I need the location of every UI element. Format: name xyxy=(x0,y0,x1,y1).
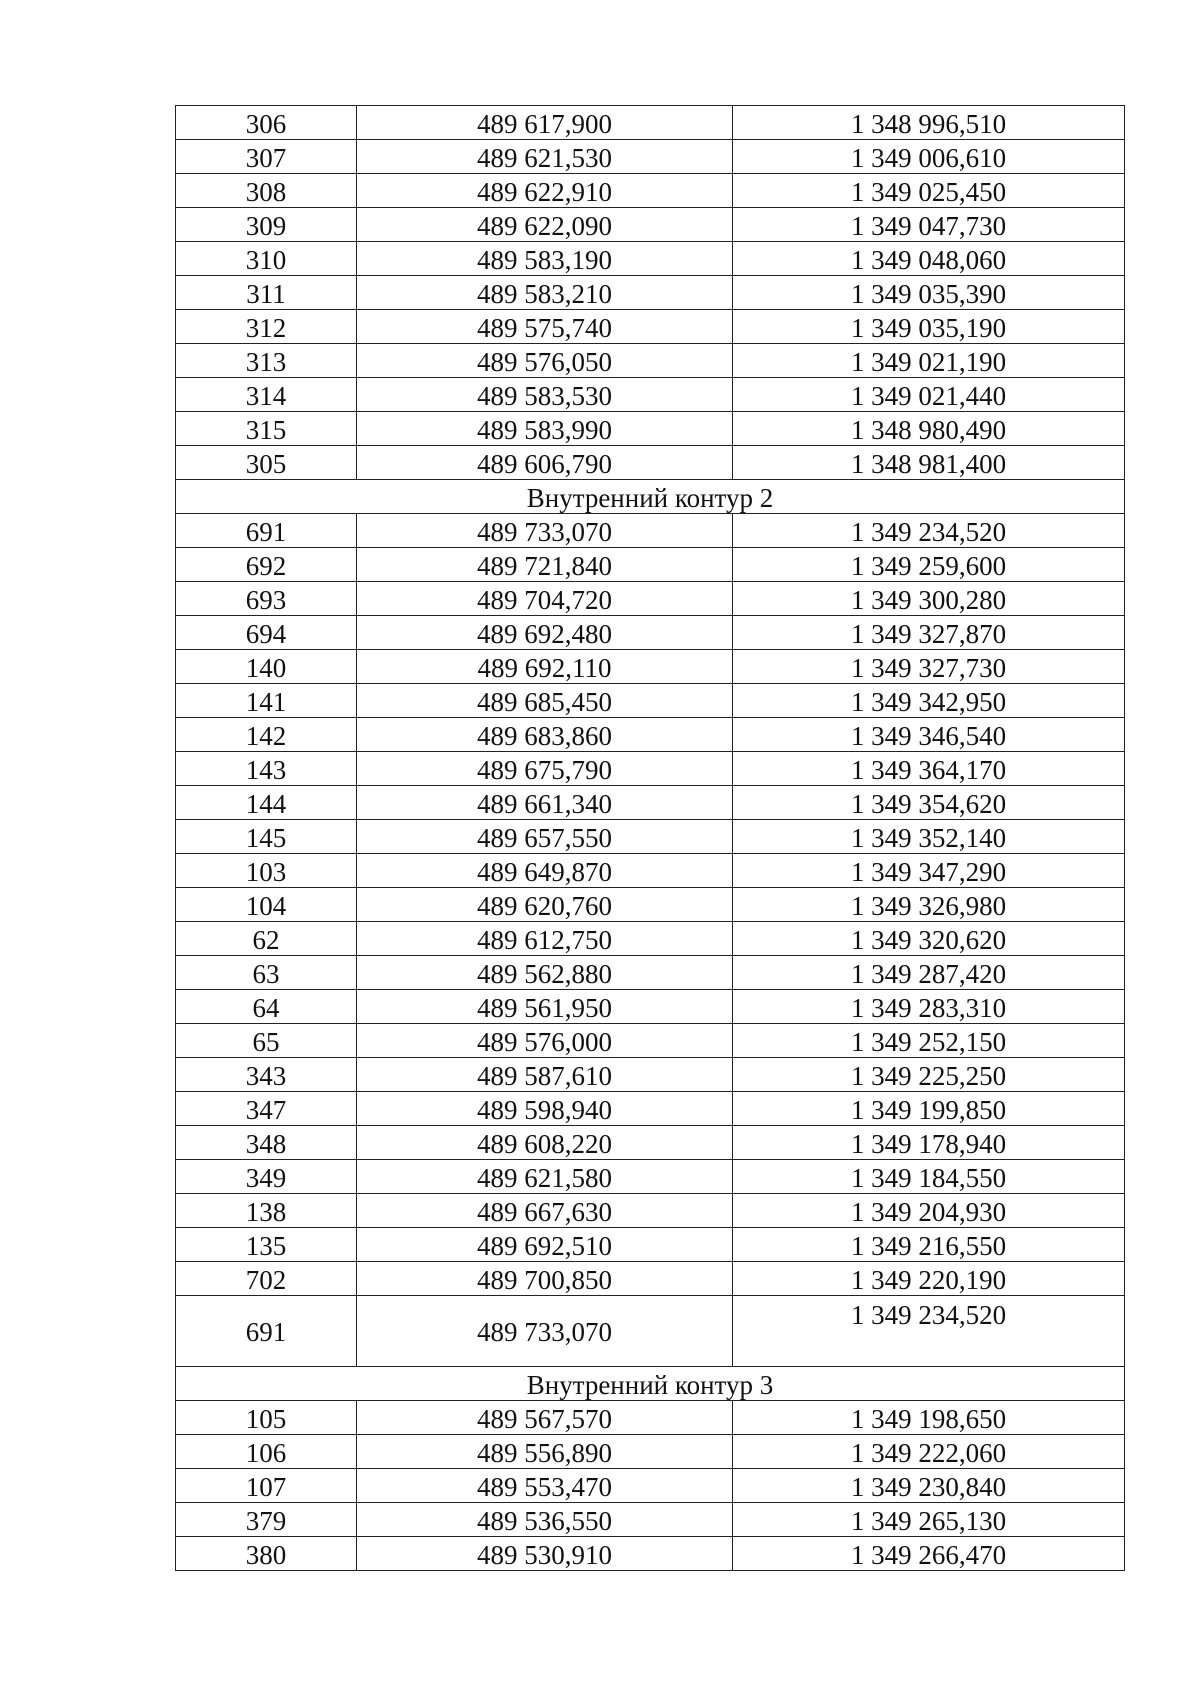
y-coordinate-cell: 1 349 265,130 xyxy=(733,1503,1125,1537)
y-coordinate-cell: 1 349 354,620 xyxy=(733,786,1125,820)
x-coordinate-cell: 489 562,880 xyxy=(357,956,733,990)
y-coordinate-cell: 1 349 006,610 xyxy=(733,140,1125,174)
x-coordinate-cell: 489 612,750 xyxy=(357,922,733,956)
section-heading: Внутренний контур 3 xyxy=(176,1367,1125,1401)
x-coordinate-cell: 489 692,510 xyxy=(357,1228,733,1262)
x-coordinate-cell: 489 685,450 xyxy=(357,684,733,718)
x-coordinate-cell: 489 700,850 xyxy=(357,1262,733,1296)
table-row xyxy=(176,1092,1125,1126)
table-row xyxy=(176,1024,1125,1058)
x-coordinate-cell: 489 733,070 xyxy=(357,514,733,548)
x-coordinate-cell: 489 617,900 xyxy=(357,106,733,140)
point-number-cell: 305 xyxy=(176,446,357,480)
table-row xyxy=(176,140,1125,174)
y-coordinate-cell: 1 349 300,280 xyxy=(733,582,1125,616)
point-number-cell: 348 xyxy=(176,1126,357,1160)
table-row xyxy=(176,276,1125,310)
point-number-cell: 312 xyxy=(176,310,357,344)
y-coordinate-cell: 1 349 326,980 xyxy=(733,888,1125,922)
table-row xyxy=(176,1228,1125,1262)
x-coordinate-cell: 489 598,940 xyxy=(357,1092,733,1126)
table-row xyxy=(176,616,1125,650)
point-number-cell: 308 xyxy=(176,174,357,208)
point-number-cell: 702 xyxy=(176,1262,357,1296)
table-row xyxy=(176,1058,1125,1092)
y-coordinate-cell: 1 349 352,140 xyxy=(733,820,1125,854)
y-coordinate-cell: 1 349 230,840 xyxy=(733,1469,1125,1503)
table-row xyxy=(176,446,1125,480)
table-row xyxy=(176,684,1125,718)
point-number-cell: 692 xyxy=(176,548,357,582)
point-number-cell: 349 xyxy=(176,1160,357,1194)
table-row xyxy=(176,956,1125,990)
table-row xyxy=(176,922,1125,956)
table-row xyxy=(176,1126,1125,1160)
point-number-cell: 104 xyxy=(176,888,357,922)
x-coordinate-cell: 489 721,840 xyxy=(357,548,733,582)
point-number-cell: 693 xyxy=(176,582,357,616)
point-number-cell: 694 xyxy=(176,616,357,650)
coordinates-table-body xyxy=(176,106,1125,1571)
table-row xyxy=(176,344,1125,378)
point-number-cell: 691 xyxy=(176,1296,357,1367)
table-row xyxy=(176,106,1125,140)
point-number-cell: 306 xyxy=(176,106,357,140)
point-number-cell: 691 xyxy=(176,514,357,548)
coordinates-table xyxy=(175,105,1125,1571)
table-row xyxy=(176,1435,1125,1469)
y-coordinate-cell: 1 349 327,730 xyxy=(733,650,1125,684)
x-coordinate-cell: 489 576,000 xyxy=(357,1024,733,1058)
y-coordinate-cell: 1 349 021,190 xyxy=(733,344,1125,378)
y-coordinate-cell: 1 349 283,310 xyxy=(733,990,1125,1024)
x-coordinate-cell: 489 583,210 xyxy=(357,276,733,310)
x-coordinate-cell: 489 621,580 xyxy=(357,1160,733,1194)
x-coordinate-cell: 489 606,790 xyxy=(357,446,733,480)
point-number-cell: 107 xyxy=(176,1469,357,1503)
x-coordinate-cell: 489 620,760 xyxy=(357,888,733,922)
y-coordinate-cell: 1 349 199,850 xyxy=(733,1092,1125,1126)
point-number-cell: 103 xyxy=(176,854,357,888)
point-number-cell: 310 xyxy=(176,242,357,276)
x-coordinate-cell: 489 583,190 xyxy=(357,242,733,276)
y-coordinate-cell: 1 349 021,440 xyxy=(733,378,1125,412)
point-number-cell: 343 xyxy=(176,1058,357,1092)
point-number-cell: 314 xyxy=(176,378,357,412)
table-row xyxy=(176,1194,1125,1228)
point-number-cell: 315 xyxy=(176,412,357,446)
x-coordinate-cell: 489 692,110 xyxy=(357,650,733,684)
x-coordinate-cell: 489 583,990 xyxy=(357,412,733,446)
x-coordinate-cell: 489 733,070 xyxy=(357,1296,733,1367)
x-coordinate-cell: 489 575,740 xyxy=(357,310,733,344)
x-coordinate-cell: 489 704,720 xyxy=(357,582,733,616)
point-number-cell: 142 xyxy=(176,718,357,752)
y-coordinate-cell: 1 349 204,930 xyxy=(733,1194,1125,1228)
x-coordinate-cell: 489 608,220 xyxy=(357,1126,733,1160)
table-row xyxy=(176,854,1125,888)
y-coordinate-cell: 1 349 225,250 xyxy=(733,1058,1125,1092)
y-coordinate-cell: 1 349 346,540 xyxy=(733,718,1125,752)
y-coordinate-cell: 1 349 025,450 xyxy=(733,174,1125,208)
section-heading: Внутренний контур 2 xyxy=(176,480,1125,514)
table-row xyxy=(176,1537,1125,1571)
x-coordinate-cell: 489 657,550 xyxy=(357,820,733,854)
x-coordinate-cell: 489 567,570 xyxy=(357,1401,733,1435)
point-number-cell: 311 xyxy=(176,276,357,310)
y-coordinate-cell: 1 349 222,060 xyxy=(733,1435,1125,1469)
y-coordinate-cell: 1 349 234,520 xyxy=(733,1296,1125,1367)
table-row xyxy=(176,1503,1125,1537)
point-number-cell: 379 xyxy=(176,1503,357,1537)
y-coordinate-cell: 1 349 035,190 xyxy=(733,310,1125,344)
point-number-cell: 106 xyxy=(176,1435,357,1469)
table-row xyxy=(176,174,1125,208)
table-row xyxy=(176,1469,1125,1503)
x-coordinate-cell: 489 587,610 xyxy=(357,1058,733,1092)
y-coordinate-cell: 1 349 048,060 xyxy=(733,242,1125,276)
x-coordinate-cell: 489 622,090 xyxy=(357,208,733,242)
point-number-cell: 105 xyxy=(176,1401,357,1435)
point-number-cell: 144 xyxy=(176,786,357,820)
y-coordinate-cell: 1 348 981,400 xyxy=(733,446,1125,480)
table-row xyxy=(176,990,1125,1024)
table-row xyxy=(176,888,1125,922)
table-row xyxy=(176,1262,1125,1296)
table-row xyxy=(176,412,1125,446)
point-number-cell: 138 xyxy=(176,1194,357,1228)
y-coordinate-cell: 1 349 327,870 xyxy=(733,616,1125,650)
table-row xyxy=(176,650,1125,684)
x-coordinate-cell: 489 553,470 xyxy=(357,1469,733,1503)
table-row xyxy=(176,310,1125,344)
x-coordinate-cell: 489 683,860 xyxy=(357,718,733,752)
x-coordinate-cell: 489 692,480 xyxy=(357,616,733,650)
table-row xyxy=(176,242,1125,276)
section-heading-row xyxy=(176,480,1125,514)
x-coordinate-cell: 489 583,530 xyxy=(357,378,733,412)
table-row xyxy=(176,820,1125,854)
table-row xyxy=(176,752,1125,786)
table-row xyxy=(176,208,1125,242)
table-row xyxy=(176,1296,1125,1367)
table-row xyxy=(176,548,1125,582)
y-coordinate-cell: 1 349 266,470 xyxy=(733,1537,1125,1571)
x-coordinate-cell: 489 675,790 xyxy=(357,752,733,786)
y-coordinate-cell: 1 349 178,940 xyxy=(733,1126,1125,1160)
point-number-cell: 140 xyxy=(176,650,357,684)
table-row xyxy=(176,514,1125,548)
point-number-cell: 141 xyxy=(176,684,357,718)
x-coordinate-cell: 489 649,870 xyxy=(357,854,733,888)
point-number-cell: 307 xyxy=(176,140,357,174)
point-number-cell: 380 xyxy=(176,1537,357,1571)
point-number-cell: 313 xyxy=(176,344,357,378)
y-coordinate-cell: 1 349 047,730 xyxy=(733,208,1125,242)
table-row xyxy=(176,1401,1125,1435)
y-coordinate-cell: 1 348 980,490 xyxy=(733,412,1125,446)
x-coordinate-cell: 489 622,910 xyxy=(357,174,733,208)
point-number-cell: 143 xyxy=(176,752,357,786)
y-coordinate-cell: 1 349 220,190 xyxy=(733,1262,1125,1296)
point-number-cell: 145 xyxy=(176,820,357,854)
section-heading-row xyxy=(176,1367,1125,1401)
table-row xyxy=(176,378,1125,412)
x-coordinate-cell: 489 621,530 xyxy=(357,140,733,174)
y-coordinate-cell: 1 349 259,600 xyxy=(733,548,1125,582)
y-coordinate-cell: 1 349 342,950 xyxy=(733,684,1125,718)
point-number-cell: 62 xyxy=(176,922,357,956)
x-coordinate-cell: 489 561,950 xyxy=(357,990,733,1024)
y-coordinate-cell: 1 349 216,550 xyxy=(733,1228,1125,1262)
y-coordinate-cell: 1 348 996,510 xyxy=(733,106,1125,140)
point-number-cell: 63 xyxy=(176,956,357,990)
y-coordinate-cell: 1 349 320,620 xyxy=(733,922,1125,956)
y-coordinate-cell: 1 349 347,290 xyxy=(733,854,1125,888)
y-coordinate-cell: 1 349 252,150 xyxy=(733,1024,1125,1058)
y-coordinate-cell: 1 349 198,650 xyxy=(733,1401,1125,1435)
point-number-cell: 64 xyxy=(176,990,357,1024)
y-coordinate-cell: 1 349 234,520 xyxy=(733,514,1125,548)
y-coordinate-cell: 1 349 184,550 xyxy=(733,1160,1125,1194)
table-row xyxy=(176,582,1125,616)
x-coordinate-cell: 489 530,910 xyxy=(357,1537,733,1571)
point-number-cell: 135 xyxy=(176,1228,357,1262)
x-coordinate-cell: 489 576,050 xyxy=(357,344,733,378)
point-number-cell: 65 xyxy=(176,1024,357,1058)
y-coordinate-cell: 1 349 035,390 xyxy=(733,276,1125,310)
x-coordinate-cell: 489 536,550 xyxy=(357,1503,733,1537)
point-number-cell: 347 xyxy=(176,1092,357,1126)
point-number-cell: 309 xyxy=(176,208,357,242)
x-coordinate-cell: 489 556,890 xyxy=(357,1435,733,1469)
y-coordinate-cell: 1 349 287,420 xyxy=(733,956,1125,990)
table-row xyxy=(176,1160,1125,1194)
y-coordinate-cell: 1 349 364,170 xyxy=(733,752,1125,786)
table-row xyxy=(176,786,1125,820)
table-row xyxy=(176,718,1125,752)
x-coordinate-cell: 489 667,630 xyxy=(357,1194,733,1228)
x-coordinate-cell: 489 661,340 xyxy=(357,786,733,820)
